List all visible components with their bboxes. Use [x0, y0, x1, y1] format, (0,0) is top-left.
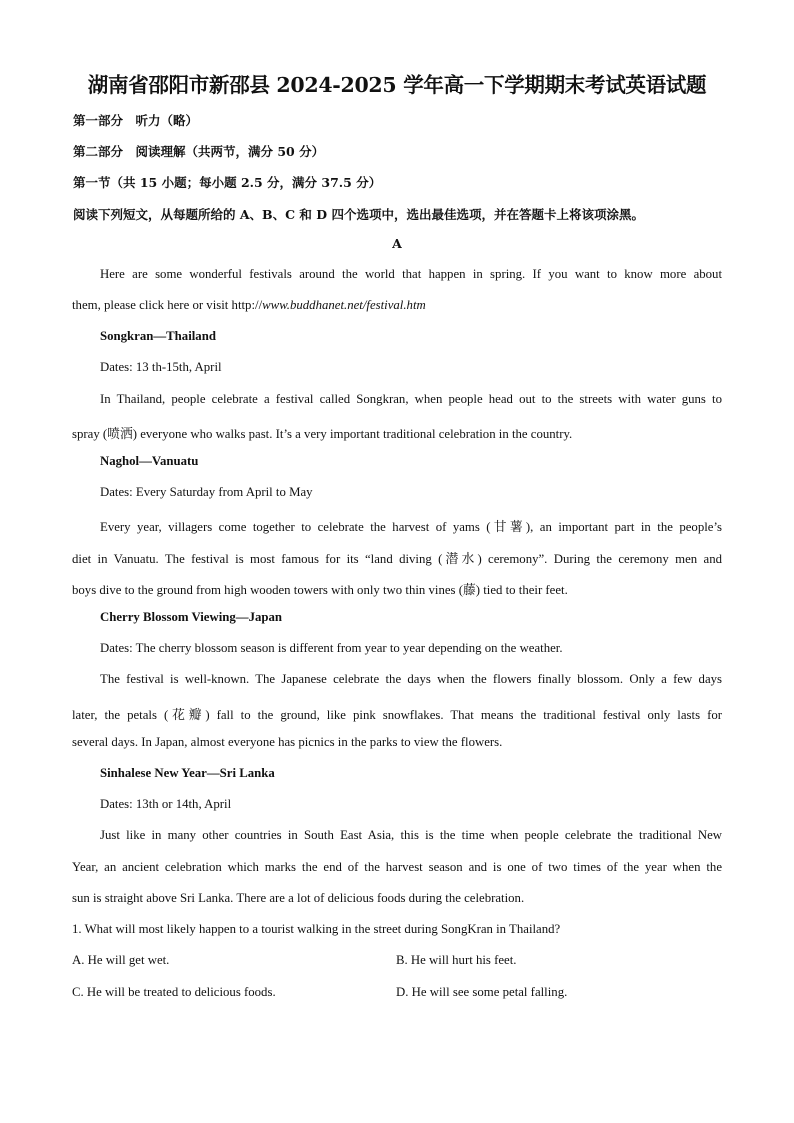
festival-text-line: diet in Vanuatu. The festival is most famous for its “land diving (潜水) ceremony”. During the ceremony men and [72, 552, 722, 566]
festival-text-line: spray (喷洒) everyone who walks past. It’s a very important traditional celebration in the country. [72, 427, 573, 441]
festival-text-line: boys dive to the ground from high wooden towers with only two thin vines (藤) tied to their feet. [72, 583, 568, 597]
intro-line-2 [72, 298, 426, 313]
festival-dates: Dates: 13th or 14th, April [100, 797, 232, 811]
festival-dates: Dates: Every Saturday from April to May [100, 485, 313, 499]
festival-text-line: Every year, villagers come together to celebrate the harvest of yams (甘薯), an important part in the people’s [100, 520, 722, 534]
festival-url: www.buddhanet.net/festival.htm [262, 298, 426, 312]
festival-text-line: Year, an ancient celebration which marks the end of the harvest season and is one of two times of the year when the [72, 860, 722, 874]
option-d: D. He will see some petal falling. [396, 985, 568, 999]
part2-heading: 第二部分 阅读理解（共两节，满分 50 分） [73, 144, 325, 159]
section1-heading: 第一节（共 15 小题；每小题 2.5 分，满分 37.5 分） [73, 175, 382, 190]
festival-title: Sinhalese New Year—Sri Lanka [100, 766, 275, 780]
passage-label: A [392, 236, 402, 251]
festival-title: Naghol—Vanuatu [100, 454, 199, 468]
festival-dates: Dates: 13 th-15th, April [100, 360, 222, 374]
option-b: B. He will hurt his feet. [396, 953, 517, 967]
festival-text-line: The festival is well-known. The Japanese celebrate the days when the flowers finally blossom. Only a few days [100, 672, 722, 686]
intro-line-1: Here are some wonderful festivals around the world that happen in spring. If you want to know more about [100, 267, 722, 281]
question-stem: 1. What will most likely happen to a tourist walking in the street during SongKran in Thailand? [72, 922, 561, 936]
festival-text-line: several days. In Japan, almost everyone has picnics in the parks to view the flowers. [72, 735, 503, 749]
festival-dates: Dates: The cherry blossom season is different from year to year depending on the weather. [100, 641, 563, 655]
festival-title: Songkran—Thailand [100, 329, 216, 343]
festival-title: Cherry Blossom Viewing—Japan [100, 610, 283, 624]
festival-text-line: later, the petals (花瓣) fall to the ground, like pink snowflakes. That means the traditional festival only lasts for [72, 708, 722, 722]
option-a: A. He will get wet. [72, 953, 170, 967]
option-c: C. He will be treated to delicious foods. [72, 985, 276, 999]
festival-text-line: sun is straight above Sri Lanka. There are a lot of delicious foods during the celebration. [72, 891, 525, 905]
instruction: 阅读下列短文，从每题所给的 A、B、C 和 D 四个选项中，选出最佳选项，并在答题卡上将该项涂黑。 [73, 207, 644, 222]
part1-heading: 第一部分 听力（略） [73, 113, 199, 128]
festival-text-line: Just like in many other countries in South East Asia, this is the time when people celebrate the traditional New [100, 828, 722, 842]
intro-text: them, please click here or visit http:// [72, 298, 263, 312]
page-title: 湖南省邵阳市新邵县 2024-2025 学年高一下学期期末考试英语试题 [87, 73, 707, 97]
festival-text-line: In Thailand, people celebrate a festival called Songkran, when people head out to the streets with water guns to [100, 392, 722, 406]
